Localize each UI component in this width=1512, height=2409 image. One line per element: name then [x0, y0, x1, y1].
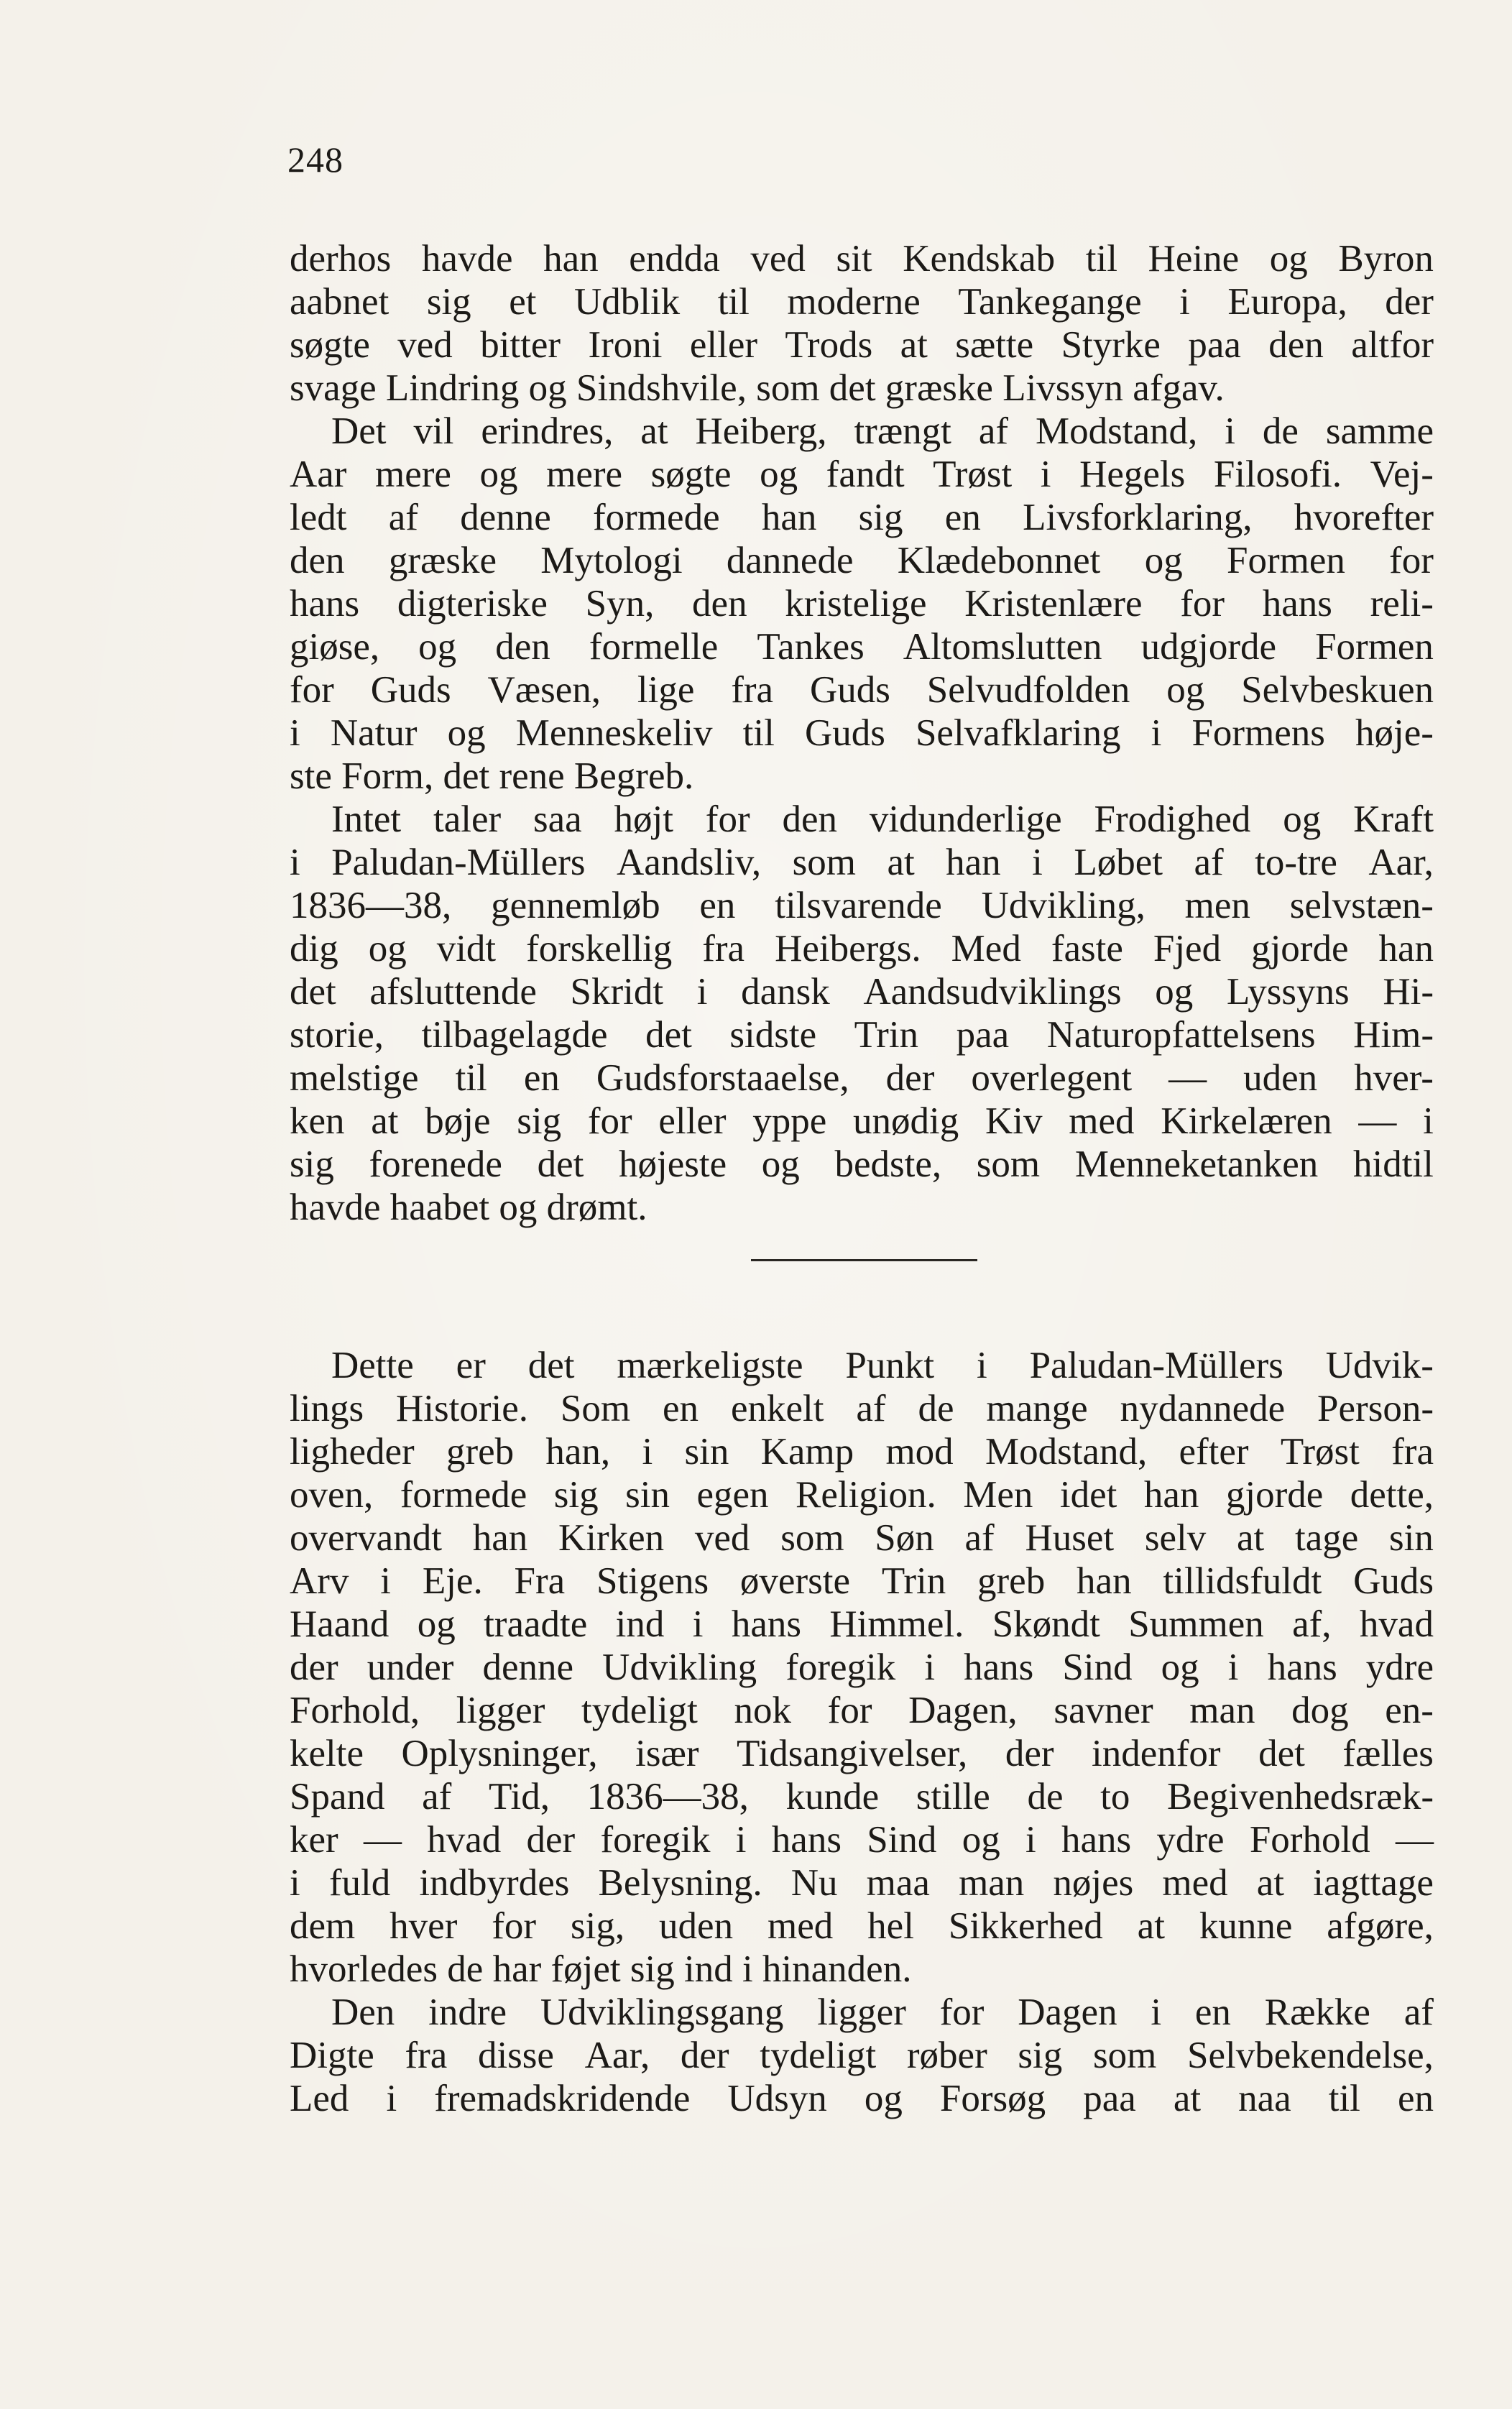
text-line: sig forenede det højeste og bedste, som Menneketanken hidtil: [290, 1143, 1434, 1185]
text-line: Led i fremadskridende Udsyn og Forsøg paa at naa til en: [290, 2078, 1434, 2119]
text-line: i Natur og Menneskeliv til Guds Selvafklaring i Formens høje-: [290, 712, 1434, 754]
text-line: Digte fra disse Aar, der tydeligt røber sig som Selvbekendelse,: [290, 2035, 1434, 2076]
text-line: Spand af Tid, 1836—38, kunde stille de to Begivenhedsræk-: [290, 1776, 1434, 1818]
text-line: Arv i Eje. Fra Stigens øverste Trin greb han tillidsfuldt Guds: [290, 1560, 1434, 1602]
text-line: ker — hvad der foregik i hans Sind og i hans ydre Forhold —: [290, 1819, 1434, 1861]
text-line: giøse, og den formelle Tankes Altomslutten udgjorde Formen: [290, 626, 1434, 668]
text-line: storie, tilbagelagde det sidste Trin paa Naturopfattelsens Him-: [290, 1014, 1434, 1056]
text-line: søgte ved bitter Ironi eller Trods at sætte Styrke paa den altfor: [290, 324, 1434, 366]
text-line: Forhold, ligger tydeligt nok for Dagen, savner man dog en-: [290, 1690, 1434, 1731]
text-line: for Guds Væsen, lige fra Guds Selvudfolden og Selvbeskuen: [290, 669, 1434, 711]
text-line: den græske Mytologi dannede Klædebonnet og Formen for: [290, 540, 1434, 581]
text-line: hans digteriske Syn, den kristelige Kristenlære for hans reli-: [290, 583, 1434, 625]
text-line: i fuld indbyrdes Belysning. Nu maa man nøjes med at iagttage: [290, 1862, 1434, 1904]
text-line: oven, formede sig sin egen Religion. Men idet han gjorde dette,: [290, 1474, 1434, 1516]
text-line: Intet taler saa højt for den vidunderlige Frodighed og Kraft: [331, 798, 1434, 840]
text-section-2: [290, 1344, 1434, 2120]
text-line: Den indre Udviklingsgang ligger for Dagen i en Række af: [331, 1991, 1434, 2033]
text-line: ste Form, det rene Begreb.: [290, 755, 694, 797]
text-line: det afsluttende Skridt i dansk Aandsudviklings og Lyssyns Hi-: [290, 971, 1434, 1013]
text-line: Dette er det mærkeligste Punkt i Paludan-Müllers Udvik-: [331, 1345, 1434, 1386]
text-line: overvandt han Kirken ved som Søn af Huset selv at tage sin: [290, 1517, 1434, 1559]
text-line: lings Historie. Som en enkelt af de mange nydannede Person-: [290, 1388, 1434, 1429]
section-divider: [751, 1259, 977, 1261]
text-line: Aar mere og mere søgte og fandt Trøst i Hegels Filosofi. Vej-: [290, 453, 1434, 495]
text-line: melstige til en Gudsforstaaelse, der overlegent — uden hver-: [290, 1057, 1434, 1099]
text-line: i Paludan-Müllers Aandsliv, som at han i Løbet af to-tre Aar,: [290, 842, 1434, 883]
text-line: dem hver for sig, uden med hel Sikkerhed at kunne afgøre,: [290, 1905, 1434, 1947]
text-line: ken at bøje sig for eller yppe unødig Kiv med Kirkelæren — i: [290, 1100, 1434, 1142]
text-line: 1836—38, gennemløb en tilsvarende Udvikling, men selvstæn-: [290, 885, 1434, 926]
page-number: 248: [287, 139, 344, 180]
text-section-1: [290, 237, 1434, 1229]
text-line: der under denne Udvikling foregik i hans Sind og i hans ydre: [290, 1646, 1434, 1688]
text-line: hvorledes de har føjet sig ind i hinanden.: [290, 1948, 912, 1990]
text-line: Haand og traadte ind i hans Himmel. Skøndt Summen af, hvad: [290, 1603, 1434, 1645]
text-line: havde haabet og drømt.: [290, 1187, 647, 1228]
text-line: dig og vidt forskellig fra Heibergs. Med faste Fjed gjorde han: [290, 928, 1434, 969]
text-line: svage Lindring og Sindshvile, som det græske Livssyn afgav.: [290, 367, 1225, 409]
text-line: derhos havde han endda ved sit Kendskab til Heine og Byron: [290, 238, 1434, 280]
text-line: kelte Oplysninger, især Tidsangivelser, der indenfor det fælles: [290, 1733, 1434, 1774]
text-line: Det vil erindres, at Heiberg, trængt af Modstand, i de samme: [331, 410, 1434, 452]
text-line: ligheder greb han, i sin Kamp mod Modstand, efter Trøst fra: [290, 1431, 1434, 1473]
text-line: aabnet sig et Udblik til moderne Tankegange i Europa, der: [290, 281, 1434, 323]
text-line: ledt af denne formede han sig en Livsforklaring, hvorefter: [290, 497, 1434, 538]
